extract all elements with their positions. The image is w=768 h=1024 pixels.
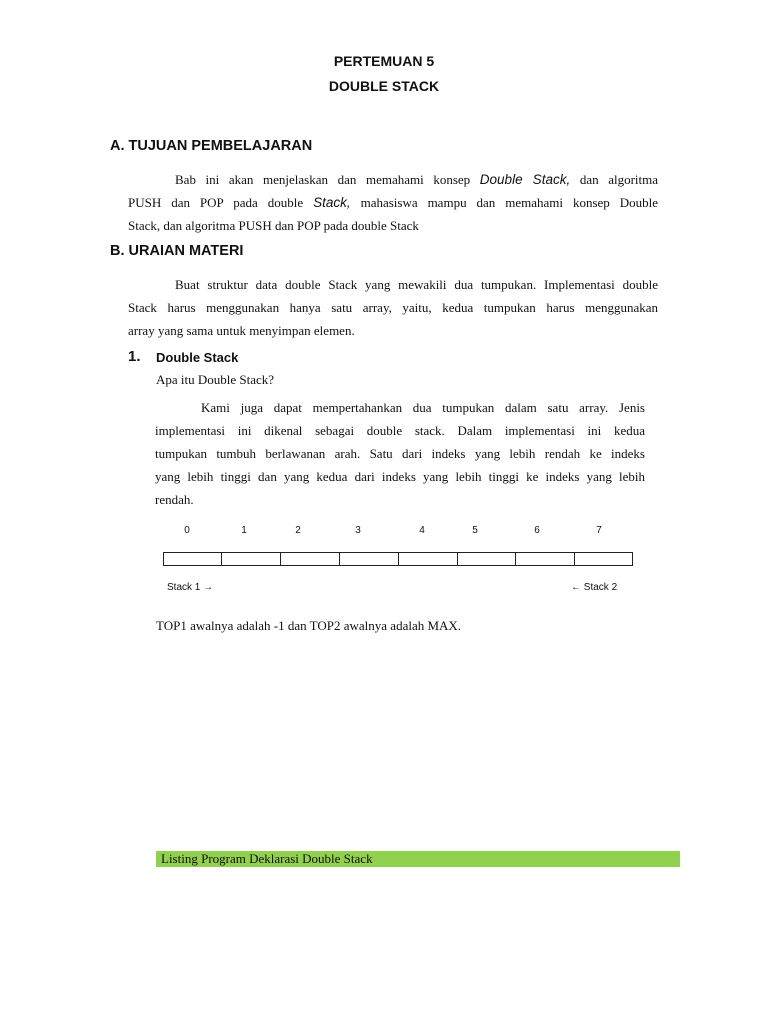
- section-b-heading: B. URAIAN MATERI: [110, 243, 244, 259]
- index-label: 5: [472, 525, 478, 536]
- section-a-paragraph: Bab ini akan menjelaskan dan memahami konsep Double Stack, dan algoritma PUSH dan POP pada double Stack, mahasiswa mampu dan memahami konsep Double Stack, dan algoritma PUSH dan POP pada double Stack: [128, 172, 658, 233]
- meeting-label: PERTEMUAN 5: [333, 53, 435, 68]
- index-label: 2: [295, 525, 301, 536]
- subsection-title: Double Stack: [156, 350, 239, 365]
- index-label: 1: [241, 525, 247, 536]
- listing-caption: Listing Program Deklarasi Double Stack: [161, 851, 373, 866]
- array-cell: [339, 552, 399, 566]
- index-label: 0: [184, 525, 190, 536]
- array-cell: [457, 552, 516, 566]
- array-cell: [163, 552, 222, 566]
- section-a-heading: A. TUJUAN PEMBELAJARAN: [110, 138, 313, 154]
- stack2-label: ← Stack 2: [571, 582, 618, 593]
- array-cell: [574, 552, 633, 566]
- index-label: 6: [534, 525, 540, 536]
- array-cell: [398, 552, 458, 566]
- subsection-question: Apa itu Double Stack?: [156, 372, 275, 387]
- array-cell: [280, 552, 340, 566]
- array-cell: [221, 552, 281, 566]
- index-label: 4: [419, 525, 425, 536]
- array-cell: [515, 552, 575, 566]
- top-note: TOP1 awalnya adalah -1 dan TOP2 awalnya adalah MAX.: [156, 618, 462, 633]
- subsection-paragraph: Kami juga dapat mempertahankan dua tumpukan dalam satu array. Jenis implementasi ini dikenal sebagai double stack. Dalam implementasi ini kedua tumpukan tumbuh berlawanan arah. Satu dari indeks yang lebih rendah ke indeks yang lebih tinggi dan yang kedua dari indeks yang lebih tinggi ke indeks yang lebih rendah.: [155, 400, 645, 507]
- index-label: 7: [596, 525, 602, 536]
- index-label: 3: [355, 525, 361, 536]
- stack1-label: Stack 1 →: [167, 582, 214, 593]
- subsection-number: 1.: [128, 348, 141, 365]
- listing-caption-bar: [156, 851, 680, 867]
- document-title: DOUBLE STACK: [328, 78, 440, 94]
- section-b-paragraph: Buat struktur data double Stack yang mewakili dua tumpukan. Implementasi double Stack harus menggunakan hanya satu array, yaitu, kedua tumpukan harus menggunakan array yang sama untuk menyimpan elemen.: [128, 277, 658, 338]
